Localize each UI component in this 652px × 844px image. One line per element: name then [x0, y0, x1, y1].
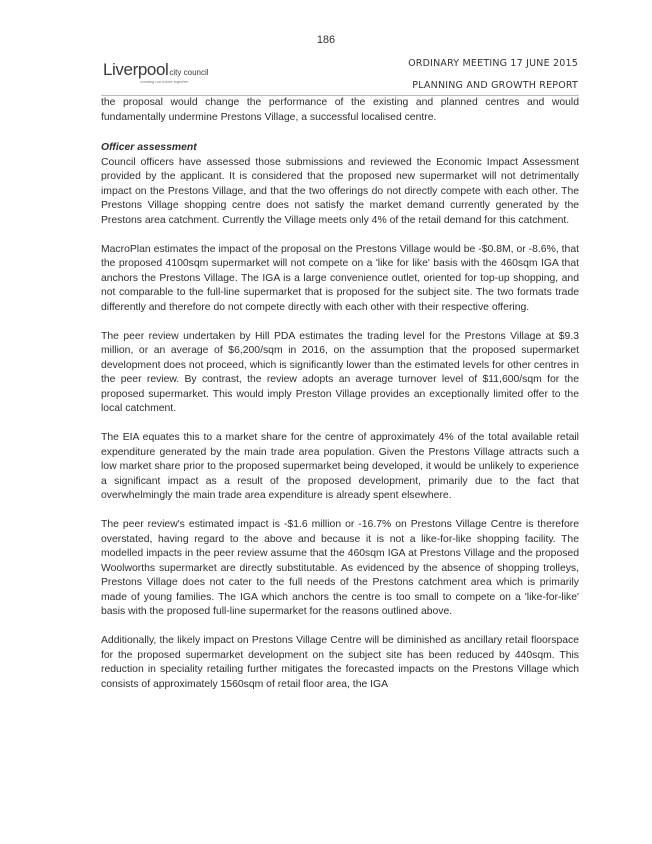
- logo-wordmark: Liverpool: [103, 60, 169, 79]
- report-body: [101, 96, 579, 707]
- section-heading: Officer assessment: [101, 142, 197, 153]
- body-paragraph: The EIA equates this to a market share for the centre of approximately 4% of the total available retail expenditure generated by the main trade area population. Given the Prestons Village attracts such a low market share prior to the proposed supermarket being developed, it would be unlikely to experience a significant impact as a result of the proposed development, primarily due to the fact that overwhelmingly the main trade area expenditure is already spent elsewhere.: [101, 432, 579, 501]
- body-paragraph: The peer review undertaken by Hill PDA estimates the trading level for the Prestons Village at $9.3 million, or an average of $6,200/sqm in 2016, on the assumption that the proposed supermarket development does not proceed, which is significantly lower than the estimated levels for other centres in the peer review. By contrast, the review adopts an average turnover level of $11,600/sqm for the proposed supermarket. This would imply Preston Village provides an exceptionally limited offer to the local catchment.: [101, 330, 579, 414]
- meeting-header: [408, 53, 578, 97]
- intro-paragraph: the proposal would change the performance of the existing and planned centres and would fundamentally undermine Prestons Village, a successful localised centre.: [101, 97, 579, 123]
- body-paragraph: Additionally, the likely impact on Prestons Village Centre will be diminished as ancillary retail floorspace for the proposed supermarket development on the subject site has been reduced by 440sqm. This reduction in speciality retailing further mitigates the forecasted impacts on the Prestons Village which consists of approximately 1560sqm of retail floor area, the IGA: [101, 635, 579, 690]
- logo-tagline: creating our future together: [140, 79, 189, 84]
- report-title: PLANNING AND GROWTH REPORT: [412, 80, 578, 91]
- council-logo: [103, 60, 209, 80]
- body-paragraph: MacroPlan estimates the impact of the proposal on the Prestons Village would be -$0.8M, or -8.6%, that the proposed 4100sqm supermarket will not compete on a 'like for like' basis with the 460sqm IGA that anchors the Prestons Village. The IGA is a large convenience outlet, oriented for top-up shopping, and not comparable to the full-line supermarket that is proposed for the subject site. The two formats trade differently and therefore do not compete directly with each other with their respective offering.: [101, 243, 579, 313]
- logo-subtext: city council: [169, 68, 209, 77]
- page-number: 186: [316, 34, 336, 46]
- body-paragraph: Council officers have assessed those submissions and reviewed the Economic Impact Assessment provided by the applicant. It is considered that the proposed new supermarket will not detrimentally impact on the Prestons Village, and that the two offerings do not directly compete with each other. The Prestons Village shopping centre does not satisfy the market demand currently generated by the Prestons area catchment. Currently the Village meets only 4% of the retail demand for this catchment.: [101, 156, 579, 226]
- body-paragraph: The peer review's estimated impact is -$1.6 million or -16.7% on Prestons Village Centre is therefore overstated, having regard to the above and because it is not a like-for-like shopping facility. The modelled impacts in the peer review assume that the 460sqm IGA at Prestons Village and the proposed Woolworths supermarket are directly substitutable. As evidenced by the absence of shopping trolleys, Prestons Village does not cater to the full needs of the Prestons catchment area which is primarily made of young families. The IGA which anchors the centre is too small to compete on a 'like-for-like' basis with the proposed full-line supermarket for the reasons outlined above.: [101, 519, 579, 617]
- meeting-title: ORDINARY MEETING 17 JUNE 2015: [408, 58, 578, 69]
